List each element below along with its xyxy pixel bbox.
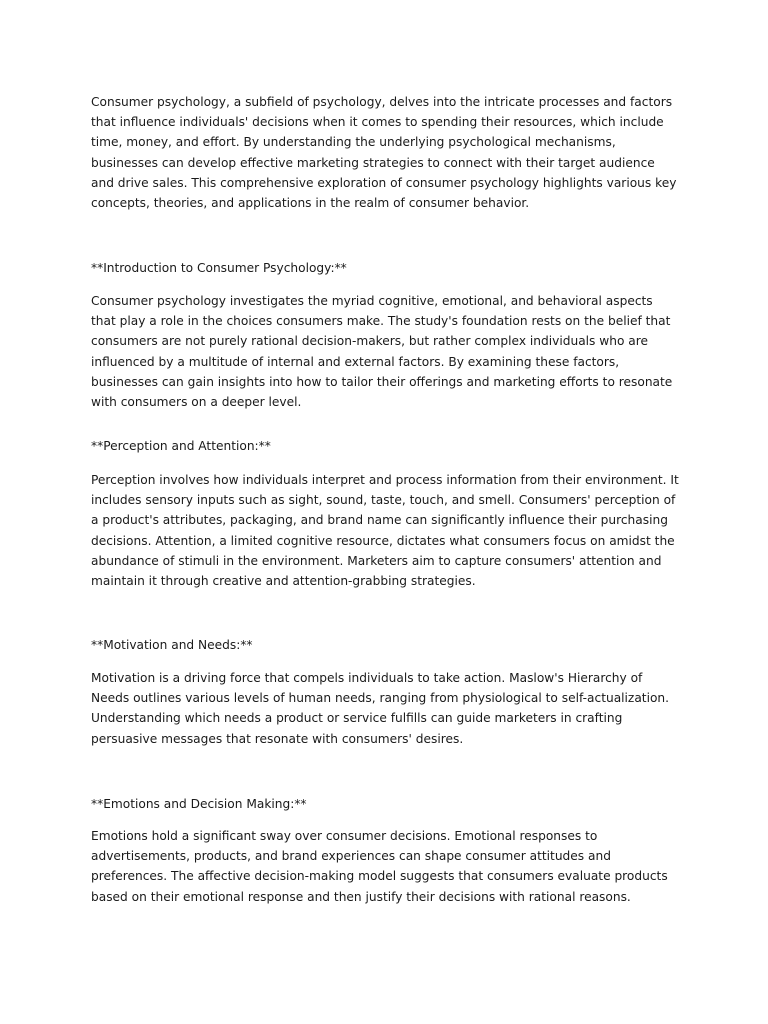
section-body-perception: Perception involves how individuals interpret and process information from their environment. It includes sensory inputs such as sight, sound, taste, touch, and smell. Consumers' perception of a product's attributes, packaging, and brand name can significantly influence their purchasing decisions. Attention, a limited cognitive resource, dictates what consumers focus on amidst the abundance of stimuli in the environment. Marketers aim to capture consumers' attention and maintain it through creative and attention-grabbing strategies. <box>91 473 679 589</box>
section-body-emotions: Emotions hold a significant sway over consumer decisions. Emotional responses to advertisements, products, and brand experiences can shape consumer attitudes and preferences. The affective decision-making model suggests that consumers evaluate products based on their emotional response and then justify their decisions with rational reasons. <box>91 829 668 904</box>
section-body-motivation: Motivation is a driving force that compels individuals to take action. Maslow's Hierarchy of Needs outlines various levels of human needs, ranging from physiological to self-actualization. Understanding which needs a product or service fulfills can guide marketers in crafting persuasive messages that resonate with consumers' desires. <box>91 671 670 746</box>
section-heading-emotions: **Emotions and Decision Making:** <box>91 797 307 811</box>
section-heading-introduction: **Introduction to Consumer Psychology:** <box>91 261 347 275</box>
section-body-introduction: Consumer psychology investigates the myriad cognitive, emotional, and behavioral aspects that play a role in the choices consumers make. The study's foundation rests on the belief that consumers are not purely rational decision-makers, but rather complex individuals who are influenced by a multitude of internal and external factors. By examining these factors, businesses can gain insights into how to tailor their offerings and marketing efforts to resonate with consumers on a deeper level. <box>91 294 673 410</box>
intro-paragraph: Consumer psychology, a subfield of psychology, delves into the intricate processes and factors that influence individuals' decisions when it comes to spending their resources, which include time, money, and effort. By understanding the underlying psychological mechanisms, businesses can develop effective marketing strategies to connect with their target audience and drive sales. This comprehensive exploration of consumer psychology highlights various key concepts, theories, and applications in the realm of consumer behavior. <box>91 95 677 211</box>
section-heading-motivation: **Motivation and Needs:** <box>91 638 253 652</box>
section-heading-perception: **Perception and Attention:** <box>91 439 271 453</box>
